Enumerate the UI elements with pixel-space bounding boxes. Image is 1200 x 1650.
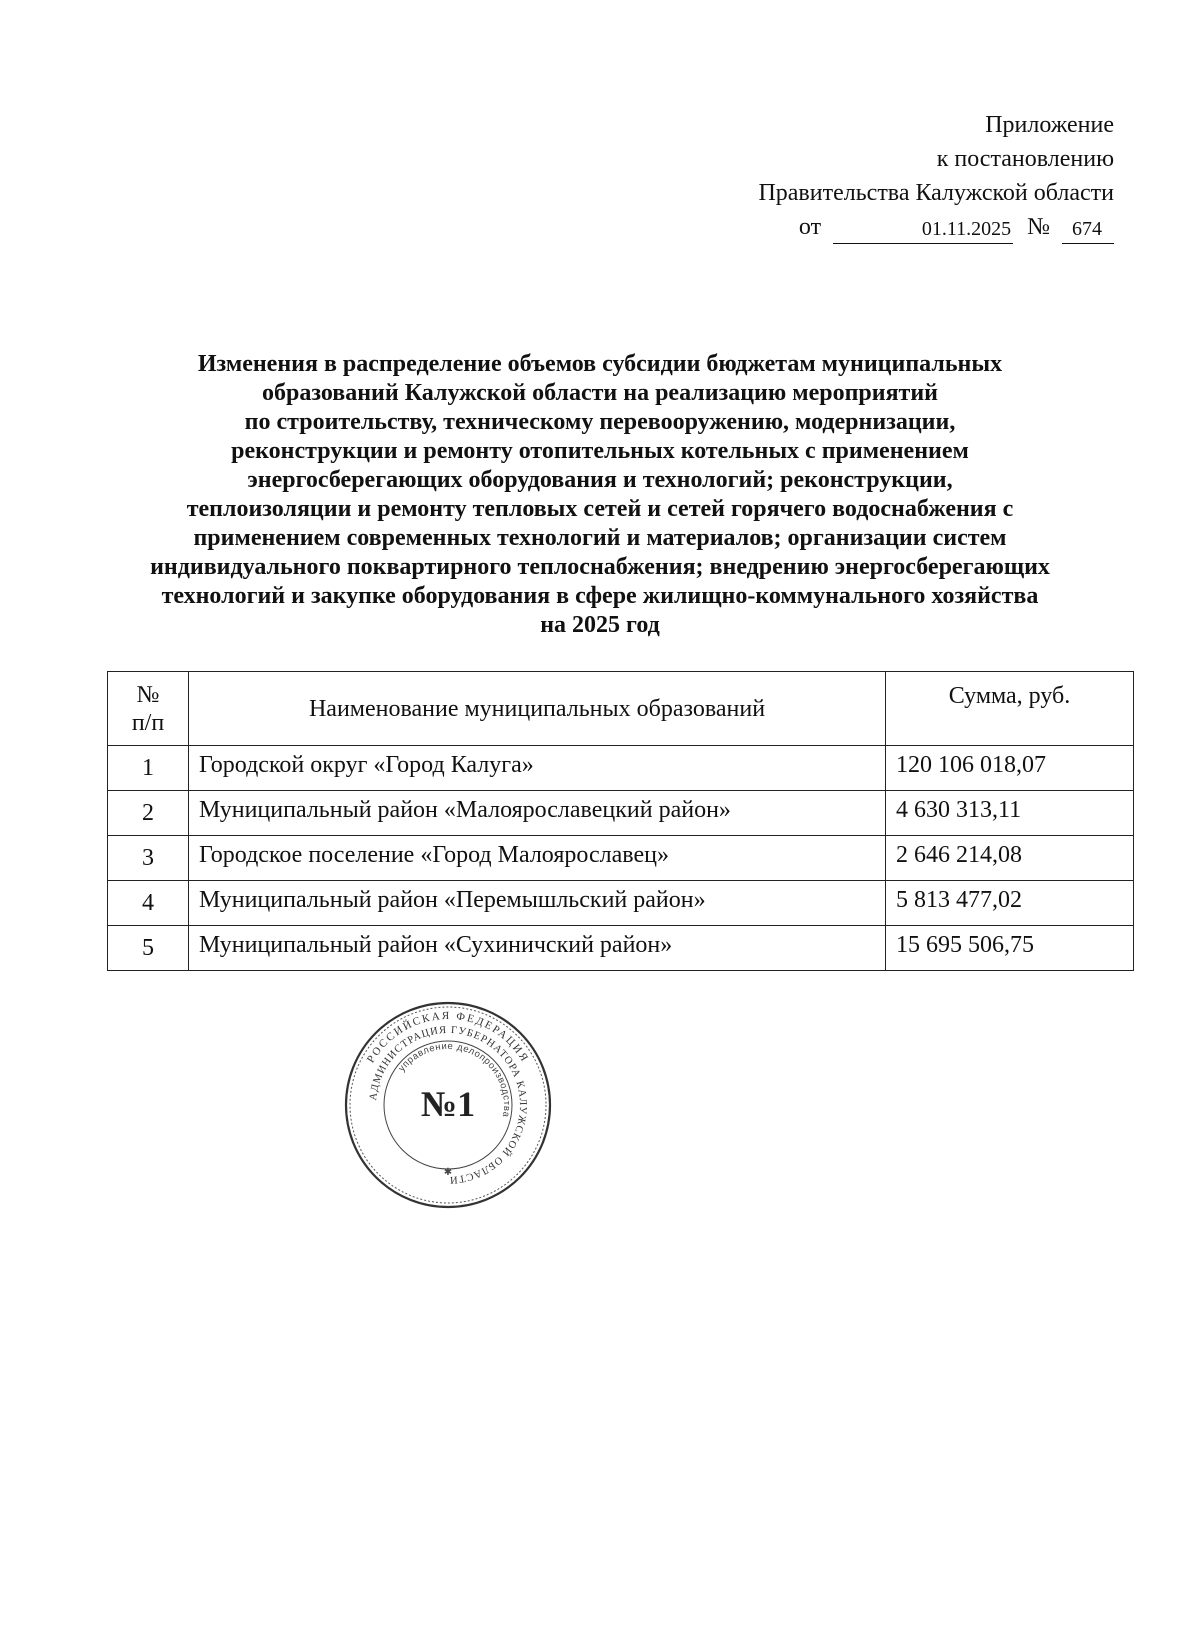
seal-graphic [343, 1000, 553, 1210]
subsidy-table-wrap [107, 671, 1134, 971]
row-num: 4 [108, 881, 189, 926]
appendix-header [594, 108, 1114, 244]
seal-star-icon: ✱ [443, 1167, 453, 1178]
row-name: Городской округ «Город Калуга» [189, 746, 886, 791]
row-sum: 2 646 214,08 [886, 836, 1134, 881]
title-line: теплоизоляции и ремонту тепловых сетей и сетей горячего водоснабжения с [186, 496, 1014, 522]
title-line: энергосберегающих оборудования и технологий; реконструкции, [247, 467, 953, 493]
header-name: Наименование муниципальных образований [189, 672, 886, 746]
document-title [120, 350, 1080, 640]
table-row [108, 881, 1134, 926]
row-name: Муниципальный район «Перемышльский район» [189, 881, 886, 926]
table-row [108, 791, 1134, 836]
title-line: по строительству, техническому перевооружению, модернизации, [244, 409, 956, 435]
row-sum: 4 630 313,11 [886, 791, 1134, 836]
title-line: на 2025 год [540, 612, 660, 638]
row-sum: 120 106 018,07 [886, 746, 1134, 791]
table-row [108, 926, 1134, 971]
title-line: технологий и закупке оборудования в сфере жилищно-коммунального хозяйства [161, 583, 1039, 609]
seal-middle-text: АДМИНИСТРАЦИЯ ГУБЕРНАТОРА КАЛУЖСКОЙ ОБЛАСТИ [368, 1024, 529, 1186]
resolution-number: 674 [1062, 215, 1114, 244]
resolution-date: 01.11.2025 [833, 215, 1013, 244]
date-label: от [798, 214, 822, 240]
official-seal [343, 1000, 553, 1210]
title-line: образований Калужской области на реализацию мероприятий [262, 380, 938, 406]
row-name: Городское поселение «Город Малоярославец» [189, 836, 886, 881]
table-row [108, 836, 1134, 881]
row-num: 2 [108, 791, 189, 836]
row-sum: 5 813 477,02 [886, 881, 1134, 926]
resolution-reference [594, 210, 1114, 244]
header-sum: Сумма, руб. [886, 672, 1134, 746]
seal-center-number: №1 [420, 1084, 476, 1124]
table-row [108, 746, 1134, 791]
title-line: Изменения в распределение объемов субсидии бюджетам муниципальных [197, 351, 1003, 377]
subsidy-table [107, 671, 1134, 971]
title-line: применением современных технологий и материалов; организации систем [193, 525, 1007, 551]
title-line: индивидуального поквартирного теплоснабжения; внедрению энергосберегающих [150, 554, 1050, 580]
government-label: Правительства Калужской области [758, 180, 1114, 206]
seal-outer-text: РОССИЙСКАЯ ФЕДЕРАЦИЯ [364, 1009, 532, 1066]
row-name: Муниципальный район «Сухиничский район» [189, 926, 886, 971]
row-sum: 15 695 506,75 [886, 926, 1134, 971]
row-num: 5 [108, 926, 189, 971]
seal-inner-text: управление делопроизводства [396, 1040, 513, 1119]
title-line: реконструкции и ремонту отопительных котельных с применением [231, 438, 969, 464]
resolution-label: к постановлению [936, 146, 1114, 172]
appendix-label: Приложение [985, 112, 1114, 138]
row-num: 1 [108, 746, 189, 791]
table-header-row [108, 672, 1134, 746]
row-num: 3 [108, 836, 189, 881]
header-num: № п/п [108, 672, 189, 746]
number-label: № [1027, 214, 1050, 240]
row-name: Муниципальный район «Малоярославецкий район» [189, 791, 886, 836]
